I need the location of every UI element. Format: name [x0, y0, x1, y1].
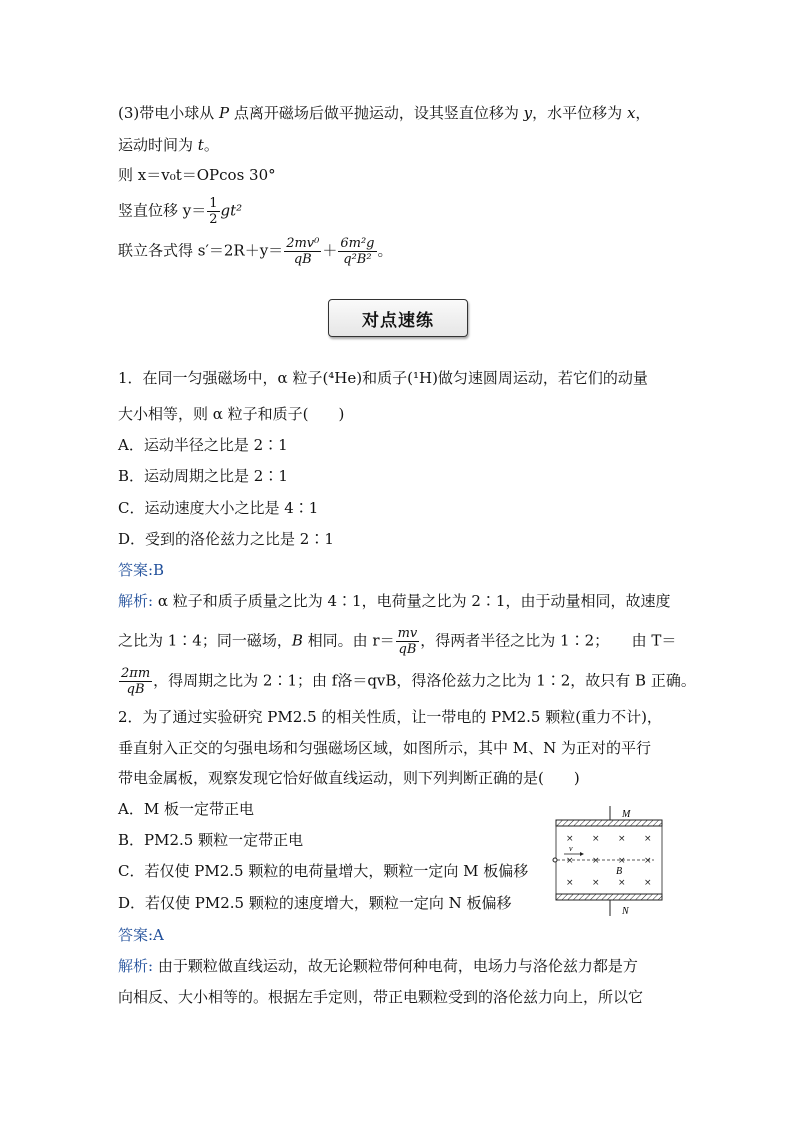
text: 竖直位移 y＝ — [118, 201, 207, 220]
fraction — [396, 626, 420, 657]
q1-explanation-3 — [118, 666, 696, 697]
label-B: B — [616, 866, 623, 877]
q2-explanation-2: 向相反、大小相等的。根据左手定则，带正电颗粒受到的洛伦兹力向上，所以它 — [118, 988, 644, 1006]
cross-mark: × — [644, 856, 652, 866]
cross-mark: × — [592, 834, 600, 844]
cross-mark: × — [566, 856, 574, 866]
text: 相同。由 r＝ — [302, 631, 395, 650]
text: α 粒子和质子质量之比为 4∶1，电荷量之比为 2∶1，由于动量相同，故速度 — [153, 592, 671, 610]
cross-mark: × — [644, 878, 652, 888]
q2-option-d: D．若仅使 PM2.5 颗粒的速度增大，颗粒一定向 N 板偏移 — [118, 894, 512, 912]
q1-option-b: B．运动周期之比是 2∶1 — [118, 467, 288, 485]
q1-option-d: D．受到的洛伦兹力之比是 2∶1 — [118, 530, 334, 548]
q1-stem-1: 1．在同一匀强磁场中，α 粒子(⁴He)和质子(¹H)做匀速圆周运动，若它们的动量 — [118, 369, 648, 387]
numerator: 2πm — [121, 666, 151, 681]
var-B: B — [291, 631, 303, 650]
denominator: 2 — [209, 212, 218, 227]
denominator: qB — [126, 682, 145, 697]
part3-line-3: 则 x＝v₀t＝OPcos 30° — [118, 166, 276, 184]
numerator: 6m²g — [340, 236, 375, 251]
numerator: 1 — [209, 196, 218, 211]
plate-M — [556, 820, 662, 826]
text: ＋ — [322, 241, 338, 260]
text: 运动时间为 — [118, 136, 198, 154]
velocity-arrow-head — [580, 852, 584, 856]
particle — [553, 858, 557, 862]
label-M: M — [622, 809, 631, 820]
q1-explanation-2 — [118, 626, 676, 657]
cross-mark: × — [592, 856, 600, 866]
q1-option-a: A．运动半径之比是 2∶1 — [118, 436, 288, 454]
fraction — [119, 666, 152, 697]
fraction — [338, 236, 376, 267]
fraction — [207, 196, 219, 227]
q1-option-c: C．运动速度大小之比是 4∶1 — [118, 499, 319, 517]
var-P: P — [219, 104, 230, 122]
text: 点离开磁场后做平抛运动，设其竖直位移为 — [229, 104, 524, 122]
denominator: q²B² — [343, 252, 372, 267]
text: ， — [635, 104, 651, 122]
var-t: t — [197, 136, 204, 154]
text: 。 — [203, 136, 219, 154]
q2-option-a: A．M 板一定带正电 — [118, 800, 254, 818]
q1-stem-2: 大小相等，则 α 粒子和质子( ) — [118, 405, 345, 423]
numerator: 2mv⁰ — [286, 236, 320, 251]
q2-option-c: C．若仅使 PM2.5 颗粒的电荷量增大，颗粒一定向 M 板偏移 — [118, 862, 529, 880]
text: ，水平位移为 — [532, 104, 627, 122]
label-v: v — [569, 844, 573, 853]
var-y: y — [523, 104, 533, 122]
cross-mark: × — [644, 834, 652, 844]
cross-mark: × — [618, 878, 626, 888]
q2-stem-3: 带电金属板，观察发现它恰好做直线运动，则下列判断正确的是( ) — [118, 769, 580, 787]
capacitor-field-diagram — [550, 804, 670, 920]
q2-stem-2: 垂直射入正交的匀强电场和匀强磁场区域，如图所示，其中 M、N 为正对的平行 — [118, 739, 652, 757]
text: 联立各式得 s′＝2R＋y＝ — [118, 241, 284, 260]
fraction — [284, 236, 321, 267]
text: 。 — [377, 241, 393, 260]
part3-line-1 — [118, 103, 650, 123]
denominator: qB — [398, 642, 417, 657]
magnetic-field-crosses — [566, 834, 652, 888]
var-x: x — [626, 104, 636, 122]
cross-mark: × — [566, 834, 574, 844]
section-title: 对点速练 — [328, 299, 468, 337]
label-N: N — [622, 906, 629, 917]
q2-option-b: B．PM2.5 颗粒一定带正电 — [118, 831, 304, 849]
plate-N — [556, 894, 662, 900]
explanation-label: 解析: — [118, 957, 154, 975]
part3-line-4 — [118, 196, 242, 227]
numerator: mv — [397, 626, 418, 641]
q1-answer: 答案:B — [118, 561, 165, 579]
text: gt² — [220, 201, 243, 220]
text: (3)带电小球从 — [118, 104, 220, 122]
part3-line-5 — [118, 236, 393, 267]
denominator: qB — [293, 252, 312, 267]
cross-mark: × — [618, 856, 626, 866]
cross-mark: × — [566, 878, 574, 888]
q2-stem-1: 2．为了通过实验研究 PM2.5 的相关性质，让一带电的 PM2.5 颗粒(重力不计)， — [118, 708, 662, 726]
cross-mark: × — [618, 834, 626, 844]
explanation-label: 解析: — [118, 592, 154, 610]
cross-mark: × — [592, 878, 600, 888]
text: 之比为 1∶4；同一磁场， — [118, 631, 292, 650]
part3-line-2 — [118, 135, 219, 155]
text: 由于颗粒做直线运动，故无论颗粒带何种电荷，电场力与洛伦兹力都是方 — [153, 957, 638, 975]
text: ，得两者半径之比为 1∶2； 由 T＝ — [420, 631, 677, 650]
q1-explanation-1 — [118, 591, 670, 611]
q2-explanation-1 — [118, 956, 638, 976]
text: ，得周期之比为 2∶1；由 f洛＝qvB，得洛伦兹力之比为 1∶2，故只有 B 正确。 — [153, 671, 696, 690]
q2-answer: 答案:A — [118, 926, 164, 944]
